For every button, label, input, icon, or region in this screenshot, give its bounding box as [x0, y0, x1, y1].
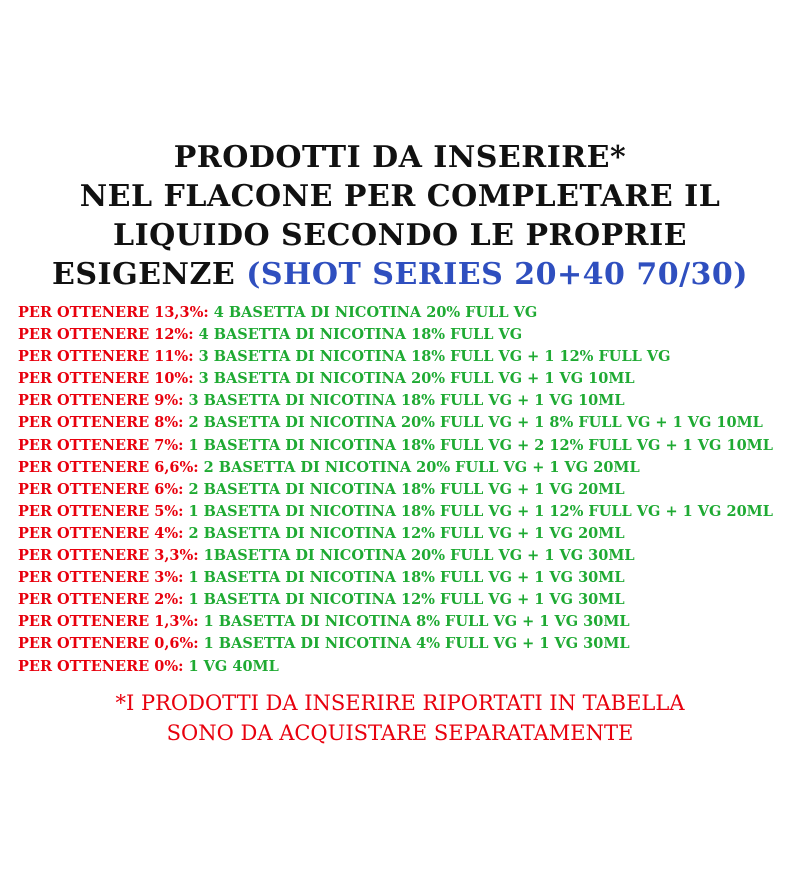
- list-item: [18, 479, 788, 501]
- list-item-lead: PER OTTENERE 6,6%:: [18, 458, 199, 476]
- list-item-lead: PER OTTENERE 5%:: [18, 502, 184, 520]
- list-item-lead: PER OTTENERE 0,6%:: [18, 635, 199, 653]
- list-item: [18, 390, 788, 412]
- list-item: [18, 633, 788, 655]
- list-item-lead: PER OTTENERE 4%:: [18, 524, 184, 542]
- list-item-detail: 1 BASETTA DI NICOTINA 18% FULL VG + 1 VG 30ML: [183, 569, 625, 587]
- list-item-lead: PER OTTENERE 1,3%:: [18, 613, 199, 631]
- title-line-4-main: ESIGENZE: [52, 257, 247, 292]
- list-item-detail: 1 BASETTA DI NICOTINA 8% FULL VG + 1 VG 30ML: [198, 613, 630, 631]
- title-line-4: [0, 255, 800, 294]
- list-item-detail: 3 BASETTA DI NICOTINA 20% FULL VG + 1 VG 10ML: [193, 370, 635, 388]
- list-item-detail: 2 BASETTA DI NICOTINA 20% FULL VG + 1 8% FULL VG + 1 VG 10ML: [183, 414, 763, 432]
- page-title: [0, 138, 800, 294]
- list-item-lead: PER OTTENERE 3%:: [18, 569, 184, 587]
- footnote-line-1: *I PRODOTTI DA INSERIRE RIPORTATI IN TABELLA: [115, 691, 685, 715]
- list-item-lead: PER OTTENERE 7%:: [18, 436, 184, 454]
- list-item-detail: 1 VG 40ML: [183, 657, 279, 675]
- list-item: [18, 589, 788, 611]
- list-item: [18, 435, 788, 457]
- list-item-lead: PER OTTENERE 13,3%:: [18, 304, 209, 321]
- list-item: [18, 346, 788, 368]
- list-item-lead: PER OTTENERE 8%:: [18, 414, 184, 432]
- title-line-1: PRODOTTI DA INSERIRE*: [173, 140, 627, 175]
- list-item-detail: 1 BASETTA DI NICOTINA 18% FULL VG + 1 12% FULL VG + 1 VG 20ML: [183, 502, 773, 520]
- list-item: [18, 523, 788, 545]
- list-item: [18, 656, 788, 678]
- list-item-detail: 2 BASETTA DI NICOTINA 20% FULL VG + 1 VG 20ML: [198, 458, 640, 476]
- list-item-detail: 2 BASETTA DI NICOTINA 12% FULL VG + 1 VG 20ML: [183, 524, 625, 542]
- list-item: [18, 368, 788, 390]
- title-line-4-highlight: (SHOT SERIES 20+40 70/30): [246, 257, 748, 292]
- list-item-detail: 1 BASETTA DI NICOTINA 18% FULL VG + 2 12% FULL VG + 1 VG 10ML: [183, 436, 773, 454]
- list-item: [18, 412, 788, 434]
- title-line-2: NEL FLACONE PER COMPLETARE IL: [79, 179, 721, 214]
- footnote: [0, 688, 800, 748]
- recipe-list: [18, 302, 788, 678]
- list-item-detail: 1 BASETTA DI NICOTINA 4% FULL VG + 1 VG 30ML: [198, 635, 630, 653]
- list-item-lead: PER OTTENERE 6%:: [18, 480, 184, 498]
- list-item-detail: 4 BASETTA DI NICOTINA 20% FULL VG: [208, 304, 538, 321]
- list-item-detail: 2 BASETTA DI NICOTINA 18% FULL VG + 1 VG 20ML: [183, 480, 625, 498]
- list-item-detail: 3 BASETTA DI NICOTINA 18% FULL VG + 1 12% FULL VG: [193, 348, 671, 366]
- list-item-detail: 1BASETTA DI NICOTINA 20% FULL VG + 1 VG 30ML: [198, 547, 635, 565]
- list-item: [18, 302, 788, 324]
- list-item: [18, 567, 788, 589]
- list-item-lead: PER OTTENERE 9%:: [18, 392, 184, 410]
- list-item: [18, 545, 788, 567]
- list-item-lead: PER OTTENERE 11%:: [18, 348, 194, 366]
- title-line-3: LIQUIDO SECONDO LE PROPRIE: [112, 218, 688, 253]
- list-item-detail: 1 BASETTA DI NICOTINA 12% FULL VG + 1 VG 30ML: [183, 591, 625, 609]
- list-item: [18, 324, 788, 346]
- list-item-detail: 3 BASETTA DI NICOTINA 18% FULL VG + 1 VG 10ML: [183, 392, 625, 410]
- list-item-detail: 4 BASETTA DI NICOTINA 18% FULL VG: [193, 326, 523, 344]
- list-item-lead: PER OTTENERE 0%:: [18, 657, 184, 675]
- list-item-lead: PER OTTENERE 2%:: [18, 591, 184, 609]
- list-item-lead: PER OTTENERE 12%:: [18, 326, 194, 344]
- footnote-line-2: SONO DA ACQUISTARE SEPARATAMENTE: [166, 721, 634, 745]
- list-item-lead: PER OTTENERE 10%:: [18, 370, 194, 388]
- list-item: [18, 457, 788, 479]
- list-item: [18, 611, 788, 633]
- list-item: [18, 501, 788, 523]
- list-item-lead: PER OTTENERE 3,3%:: [18, 547, 199, 565]
